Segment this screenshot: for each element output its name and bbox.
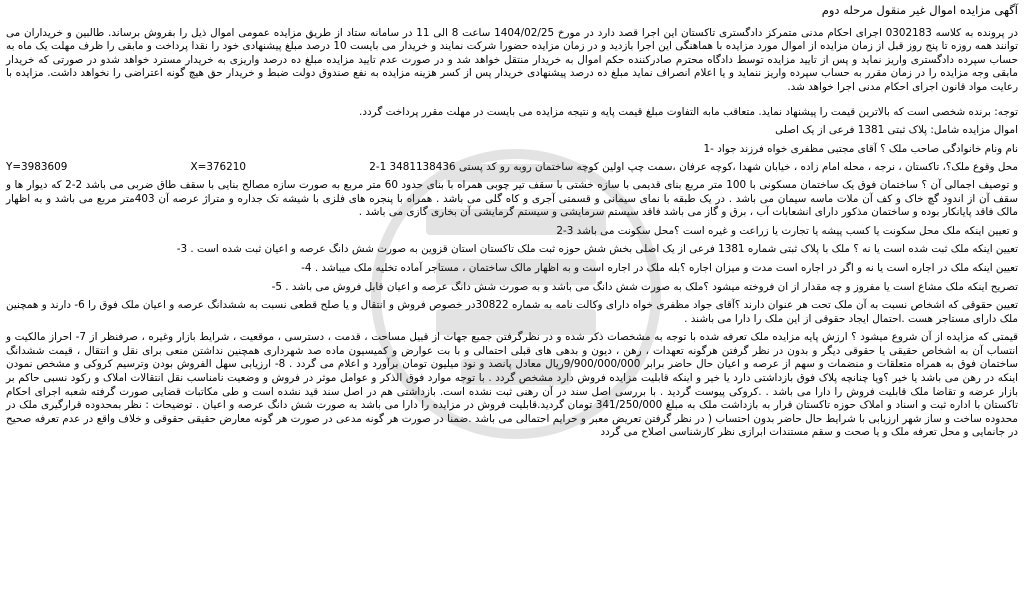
item-location-row (6, 161, 1018, 175)
item-usage: و تعیین اینکه ملک محل سکونت یا کسب پیشه یا تجارت یا زراعت و غیره است ؟محل سکونت می باشد 3-2 (556, 224, 1018, 237)
coord-y: Y=3983609 (6, 161, 68, 174)
note-paragraph: توجه: برنده شخصی است که بالاترین قیمت را پیشنهاد نماید. متعاقب مابه التفاوت مبلغ قیمت پایه و نتیجه مزایده می بایست در مهلت مقرر پرداخت گردد. (359, 105, 1018, 118)
item-registration: تعیین اینکه ملک ثبت شده است یا نه ؟ ملک با پلاک ثبتی شماره 1381 فرعی از یک اصلی بخش شش حوزه ثبت ملک تاکستان استان قزوین به صورت شش دانگ عرصه و اعیان ثبت شده است . 3- (176, 243, 1018, 256)
item-owner: نام ونام خانوادگی صاحب ملک ؟ آقای مجتبی مظفری خواه فرزند جواد -1 (703, 142, 1018, 155)
coord-x: X=376210 (190, 161, 247, 174)
item-lease: تعیین اینکه ملک در اجاره است یا نه و اگر در اجاره است مدت و میزان اجاره ؟بله ملک در اجاره است و به اظهار مالک ساختمان ، مستاجر آماده تخلیه ملک میباشد . 4- (301, 261, 1018, 274)
item-address: محل وقوع ملک؟، تاکستان ، نرجه ، محله امام زاده ، خیابان شهدا ،کوچه عرفان ،سمت چپ اولین کوچه ساختمان روبه رو کد پستی 3481138436 1-2 (369, 161, 1018, 174)
intro-paragraph: در پرونده به کلاسه 0302183 اجرای احکام مدنی متمرکز دادگستری تاکستان این اجرا قصد دارد در مورخ 1404/02/25 ساعت 8 الی 11 در سامانه ستاد از طریق مزایده عمومی اموال ذیل را بفروش برساند. طالبین و خریداران می توانند همه روزه تا پنج روز قبل از زمان مزایده از اموال مورد مزایده با هماهنگی این اجرا بازدید و در زمان مزایده حضورا شرکت نمایند و خریدار می بایست 10 درصد مبلغ پیشنهادی خود را نقدا پرداخت و مابقی را ظرف مهلت یک ماه به حساب سپرده دادگستری واریز نماید و پس از تایید مزایده توسط دادگاه محترم صادرکننده حکم اموال به خریدار منتقل خواهد شد و در صورت عدم تایید مزایده مبلغ ده درصد واریزی به خریدار مسترد خواهد شدو در صورتی که خریدار مابقی وجه مزایده را در زمان مقرر به حساب سپرده واریز ننماید و یا اعلام انصراف نماید مبلغ ده درصد پیشنهادی خریدار پس از کسر هزینه مزایده به نفع صندوق دولت ضبط و خریدار حق هیچ گونه اعتراضی را نخواهد داشت. مزایده با رعایت مواد قانون اجرای احکام مدنی اجرا خواهد شد. (6, 26, 1018, 93)
auction-notice (6, 4, 1018, 608)
item-share: تصریح اینکه ملک مشاع است یا مفروز و چه مقدار از ان فروخته میشود ؟ملک به صورت شش دانگ می باشد و به صورت شش دانگ عرصه و اعیان قابل فروش می باشد . 5- (271, 280, 1018, 293)
item-rights: تعیین حقوقی که اشخاص نسبت به آن ملک تحت هر عنوان دارند ؟آقای جواد مظفری خواه دارای وکالت نامه به شماره 30822در خصوص فروش و انتقال و یا صلح قطعی نسبت به ششدانگ عرصه و اعیان ملک فوق را 6- دارند و همچنین ملک دارای مستاجر هست .احتمال ایجاد حقوقی از این ملک را دارا می باشند . (6, 299, 1018, 325)
item-description: و توصیف اجمالی آن ؟ ساختمان فوق یک ساختمان مسکونی با 100 متر مربع بنای قدیمی با سازه خشتی با سقف تیر چوبی همراه با بنای حدود 60 متر مربع به صورت سازه مصالح بنایی با سقف طاق ضربی می باشد 2-2 که دیوار ها و سقف آن از اندود گچ خاک و کف آن ملات ماسه سیمان می باشد . در یک طبقه با نمای سیمانی و قسمتی آجری و کاه گلی می باشد . همراه با پنجره های فلزی با شیشه تک جداره و متراژ عرصه آن 403متر مربع می باشد و به اظهار مالک فاقد پایانکار بوده و ساختمان مذکور دارای انشعابات آب ، برق و گاز می باشد فاقد سیستم سرمایشی و سیستم گرمایشی آن بخاری گازی می باشد . (6, 178, 1018, 219)
assets-line: اموال مزایده شامل: پلاک ثبتی 1381 فرعی از یک اصلی (775, 124, 1018, 137)
item-valuation: قیمتی که مزایده از آن شروع میشود ؟ ارزش پایه مزایده ملک تعرفه شده با توجه به مشخصات ذکر شده و در نظرگرفتن جمیع جهات از قبیل مساحت ، قدمت ، دسترسی ، موقعیت ، شرایط بازار وغیره ، صرفنظر از 7- احراز مالکیت و انتساب آن به اشخاص حقیقی یا حقوقی دیگر و بدون در نظر گرفتن هرگونه تعهدات ، رهن ، دیون و بدهی های قبلی احتمالی و با بت عوارض و کمیسیون ماده صد شهرداری همچنین نداشتن منعی برای نقل و انتقال ، قیمت ششدانگ ساختمان فوق به همراه متعلقات و منضمات و سهم از عرصه و اعیان حال حاضر برابر 9/900/000/000ریال معادل پانصد و نود میلیون تومان برآورد و اعلام می گردد . 8- ارزیابی سهل الفروش بودن وترسیم کروکی و مشخص نمودن اینکه در رهن می باشد یا خیر ؟ویا چنانچه پلاک فوق بازداشتی دارد یا خیر و اینکه قابلیت مزایده فروش دارد مشخص گردد . با توجه موارد فوق الذکر و عوامل موثر در فروش و وضعیت نامناسب نقل انتقالات املاک و رکود نسبی حاکم بر بازار عرضه و تقاضا ملک قابلیت فروش را دارا می باشد . .کروکی پیوست گردید . با بررسی اصل سند در آن رهنی ثبت نشده است. بازداشتی هم در اصل سند قید نشده است و طی مکاتبات قضایی صورت گرفته شعبه اجرای احکام تاکستان با اداره ثبت و اسناد و املاک حوزه تاکستان قرار به بازداشت ملک به مبلغ 341/250/000 تومان گردید.قابلیت فروش در مزایده را دارا می باشد به صورت شش دانگ عرصه و اعیان . توضیحات : نظر بمحدوده قرارگیری ملک در محدوده ساخت و ساز شهر ارزیابی با شرایط حال حاضر بدون احتساب ( در نظر گرفتن تعریض معبر و حرایم احتمالی می باشد .ضمنا در صورت هر گونه مدعی در صورت هر گونه معارض حقیقی حقوقی و خلاف واقع در عدم تعرفه صحیح در جانمایی و محل تعرفه ملک و یا صحت و سقم مستندات ابرازی نظر کارشناسی اصلاح می گردد (6, 331, 1018, 439)
notice-title: آگهی مزایده اموال غیر منقول مرحله دوم (821, 3, 1018, 17)
